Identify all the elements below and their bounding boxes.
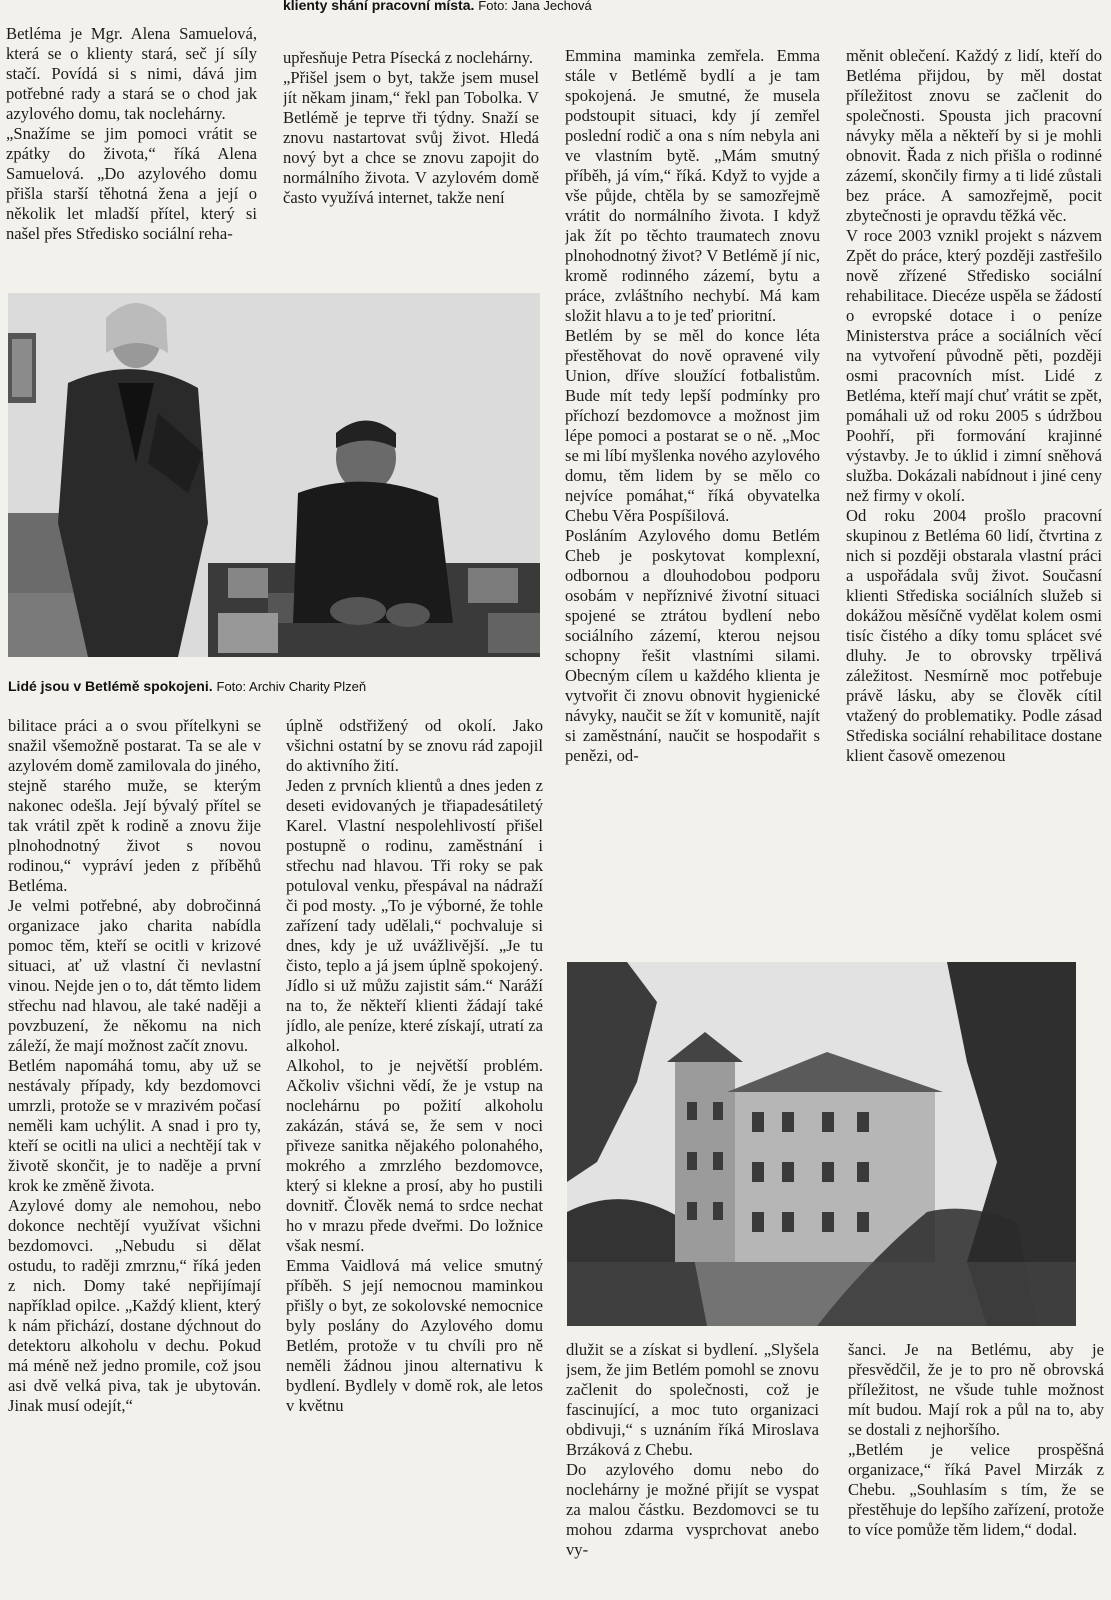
article-column-3-top: Emmina maminka zemřela. Emma stále v Betlémě bydlí a je tam spokojená. Je smutné, že musela podstoupit situaci, kdy jí zemřel poslední rodič a ona s ním nebyla ani ve vlastním bytě. „Mám smutný příběh, já vím,“ říká. Když to vyjde a vše půjde, chtěla by se samozřejmě vrátit do normálního života. I když jak žít po těchto traumatech znovu plnohodnotný život? V Betlémě jí nic, kromě rodinného zázemí, bytu a práce, zvláštního nechybí. Má kam složit hlavu a to je teď prioritní. Betlém by se měl do konce léta přestěhovat do nově opravené vily Union, dříve sloužící fotbalistům. Bude mít tedy lepší podmínky pro příchozí bezdomovce a možnost jim lépe pomoci a postarat se o ně. „Moc se mi líbí myšlenka nového azylového domu, těm lidem by se mělo co nejvíce pomáhat,“ říká obyvatelka Chebu Věra Pospíšilová. Posláním Azylového domu Betlém Cheb je poskytovat komplexní, odbornou a dlouhodobou podporu osobám v nepříznivé životní situaci spojené se ztrátou bydlení nebo sociálního zázemí, kterou nejsou schopny řešit vlastními silami. Obecným cílem u každého klienta je vytvořit či znovu obnovit hygienické návyky, naučit se žít v komunitě, najít si zaměstnání, naučit se hospodařit s penězi, od- bbox=[565, 46, 820, 765]
article-column-2-bottom: úplně odstřižený od okolí. Jako všichni ostatní by se znovu rád zapojil do aktivního žití. Jeden z prvních klientů a dnes jeden z deseti evidovaných je třiapadesátiletý Karel. Vlastní nespolehlivostí přišel postupně o rodinu, zaměstnání i střechu nad hlavou. Tři roky se pak potuloval venku, přespával na nádraží či pod mosty. „To je výborné, že tohle zařízení tady udělali,“ pochvaluje si dnes, kdy je už uvážlivější. „Je tu čisto, teplo a já jsem úplně spokojený. Jídlo si už můžu zajistit sám.“ Naráží na to, že někteří klienti žádají také jídlo, ale peníze, které získají, utratí za alkohol. Alkohol, to je největší problém. Ačkoliv všichni vědí, že je vstup na noclehárnu po požití alkoholu zakázán, stává se, že sem v noci přiveze sanitka nějakého polonahého, mokrého a zmrzlého bezdomovce, který si klekne a prosí, aby ho pustili dovnitř. Člověk nemá to srdce nechat ho v mrazu přede dveřmi. Do ložnice však nesmí. Emma Vaidlová má velice smutný příběh. S její nemocnou maminkou přišly o byt, ze sokolovské nemocnice byly poslány do Azylového domu Betlém, protože v tu chvíli pro ně neměli žádnou jinou alternativu k bydlení. Bydlely v domě rok, ale letos v květnu bbox=[286, 716, 543, 1415]
article-column-4-top: měnit oblečení. Každý z lidí, kteří do Betléma přijdou, by měl dostat příležitost znovu se začlenit do společnosti. Spousta jich pracovní návyky měla a někteří by si je mohli obnovit. Řada z nich přišla o rodinné zázemí, skončily firmy a ti lidé zůstali bez práce. A samozřejmě, pocit zbytečnosti je opravdu těžká věc. V roce 2003 vznikl projekt s názvem Zpět do práce, který později zastřešilo nově zřízené Středisko sociální rehabilitace. Diecéze uspěla se žádostí o evropské dotace i o peníze Ministerstva práce a sociálních věcí na vytvoření původně pěti, později osmi pracovních míst. Lidé z Betléma, kteří mají chuť vrátit se zpět, pomáhali už od roku 2005 s údržbou Poohří, při formování krajinné výstavby. Je to úklid i zimní sněhová služba. Dokázali nabídnout i jiné ceny než firmy v okolí. Od roku 2004 prošlo pracovní skupinou z Betléma 60 lidí, čtvrtina z nich si později obstarala vlastní práci a uspořádala svůj život. Současní klienti Střediska sociálních služeb si dokážou měsíčně vydělat kolem osmi tisíc čistého a díky tomu splácet své dluhy. Je to obrovsky trpělivá záležitost. Nesmírně moc potřebuje právě lásku, aby se člověk cítil vtažený do problematiky. Podle zásad Střediska sociální rehabilitace dostane klient časově omezenou bbox=[846, 46, 1102, 765]
people-photo-image bbox=[8, 293, 540, 657]
people-caption-text: Lidé jsou v Betlémě spokojeni. bbox=[8, 678, 213, 694]
article-column-3-bottom: dlužit se a získat si bydlení. „Slyšela jsem, že jim Betlém pomohl se znovu začlenit do společnosti, což je fascinující, a moc tuto organizaci obdivuji,“ s uznáním říká Miroslava Brzáková z Chebu. Do azylového domu nebo do noclehárny je možné přijít se vyspat za malou částku. Bezdomovci se tu mohou zdarma vysprchovat anebo vy- bbox=[566, 1340, 819, 1559]
building-photo bbox=[567, 962, 1076, 1326]
top-caption-credit: Foto: Jana Jechová bbox=[478, 0, 592, 13]
top-photo-caption bbox=[283, 0, 592, 13]
article-column-1-bottom: bilitace práci a o svou přítelkyni se snažil všemožně postarat. Ta se ale v azylovém domě zamilovala do jiného, stejně starého muže, se kterým nakonec odešla. Její bývalý přítel se tak vrátil zpět k rodině a znovu žije plnohodnotný život s novou rodinou,“ vypráví jeden z příběhů Betléma. Je velmi potřebné, aby dobročinná organizace jako charita nabídla pomoc těm, kteří se ocitli v krizové situaci, ať už vlastní či nevlastní vinou. Nejde jen o to, dát těmto lidem střechu nad hlavou, ale také naději a povzbuzení, že někomu na nich záleží, že mají možnost začít znovu. Betlém napomáhá tomu, aby už se nestávaly případy, kdy bezdomovci umrzli, protože se v mrazivém počasí neměli kam uchýlit. A snad i pro ty, kteří se ocitli na ulici a nechtějí tak v životě skončit, je to naděje a první krok ke změně života. Azylové domy ale nemohou, nebo dokonce nechtějí využívat všichni bezdomovci. „Nebudu si dělat ostudu, to raději zmrznu,“ říká jeden z nich. Domy také nepřijímají například opilce. „Každý klient, který k nám přichází, dostane dýchnout do detektoru alkoholu v dechu. Pokud má méně než jedno promile, což jsou asi dvě velká piva, tak je ubytován. Jinak musí odejít,“ bbox=[8, 716, 261, 1415]
article-column-1-top: Betléma je Mgr. Alena Samuelová, která se o klienty stará, seč jí síly stačí. Povídá si s nimi, dává jim potřebné rady a stará se o chod jak azylového domu, tak noclehárny. „Snažíme se jim pomoci vrátit se zpátky do života,“ říká Alena Samuelová. „Do azylového domu přišla starší těhotná žena a její o několik let mladší přítel, který si našel přes Středisko sociální reha- bbox=[6, 24, 257, 243]
top-caption-text: klienty shání pracovní místa. bbox=[283, 0, 475, 13]
people-photo bbox=[8, 293, 540, 657]
article-column-2-top: upřesňuje Petra Písecká z noclehárny. „Přišel jsem o byt, takže jsem musel jít někam jinam,“ řekl pan Tobolka. V Betlémě je teprve tři týdny. Snaží se znovu nastartovat svůj život. Hledá nový byt a chce se znovu zapojit do normálního života. V azylovém domě často využívá internet, takže není bbox=[283, 48, 539, 207]
people-caption-credit: Foto: Archiv Charity Plzeň bbox=[216, 679, 367, 694]
building-photo-image bbox=[567, 962, 1076, 1326]
article-column-4-bottom: šanci. Je na Betlému, aby je přesvědčil, že je to pro ně obrovská příležitost, ne všude tuhle možnost mít budou. Mají rok a půl na to, aby se dostali z nejhoršího. „Betlém je velice prospěšná organizace,“ říká Pavel Mirzák z Chebu. „Souhlasím s tím, že se přestěhuje do lepšího zařízení, protože to více pomůže těm lidem,“ dodal. bbox=[848, 1340, 1104, 1539]
people-photo-caption bbox=[8, 678, 366, 694]
